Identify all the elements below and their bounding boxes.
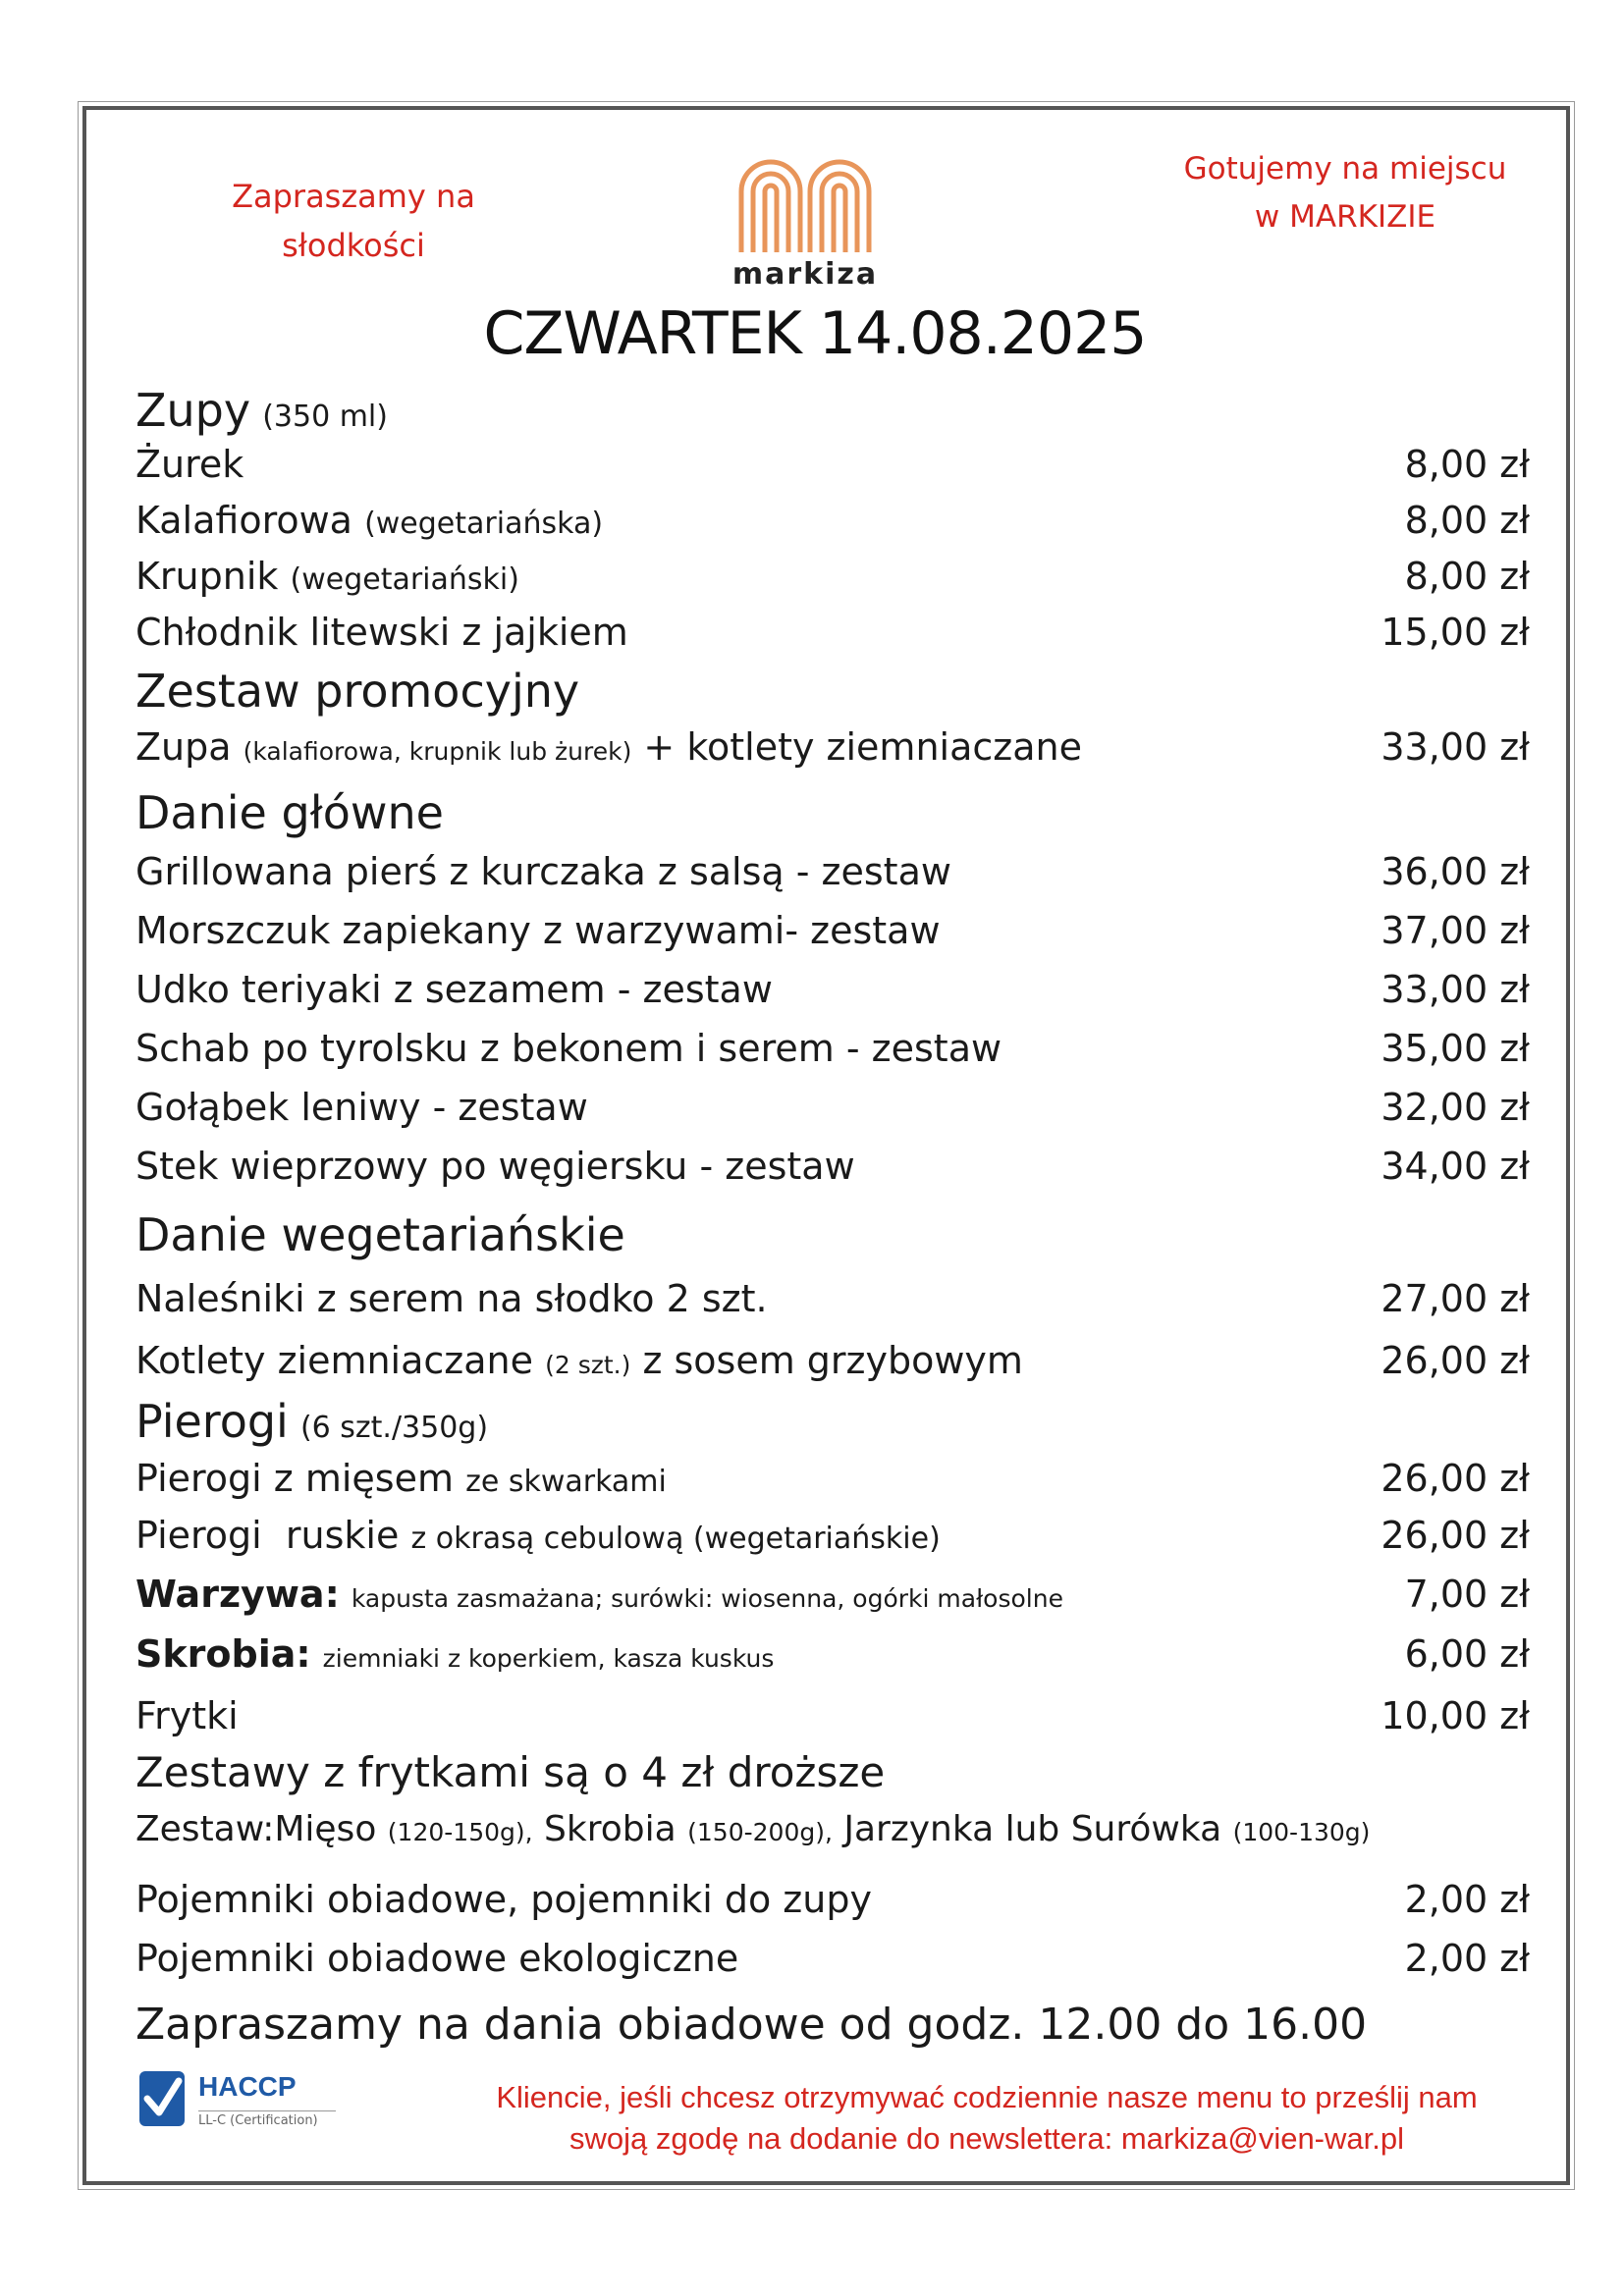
set-starch-weight: (150-200g), <box>687 1818 833 1846</box>
item-name: Żurek <box>135 443 244 486</box>
item-name: Krupnik <box>135 555 279 598</box>
item-name: Morszczuk zapiekany z warzywami- zestaw <box>135 909 941 952</box>
item-note: z okrasą cebulową (wegetariańskie) <box>410 1522 941 1556</box>
list-item <box>135 1137 1530 1196</box>
item-note: (kalafiorowa, krupnik lub żurek) <box>243 737 632 766</box>
set-veg-label: Jarzynka lub Surówka <box>843 1809 1222 1849</box>
list-item <box>135 1929 1530 1988</box>
item-name: Pierogi ruskie <box>135 1514 400 1557</box>
list-item <box>135 901 1530 960</box>
list-item <box>135 718 1530 776</box>
haccp-title: HACCP <box>198 2071 297 2102</box>
list-item <box>135 1269 1530 1328</box>
item-price: 32,00 zł <box>1380 1086 1530 1129</box>
list-item <box>135 1870 1530 1929</box>
starch-note: ziemniaki z koperkiem, kasza kuskus <box>322 1644 775 1673</box>
sweets-promo-line1: Zapraszamy na <box>232 178 475 215</box>
item-price: 33,00 zł <box>1380 968 1530 1011</box>
item-note: (wegetariańska) <box>364 507 604 541</box>
sweets-promo <box>206 172 501 270</box>
item-price: 26,00 zł <box>1380 1514 1530 1557</box>
item-price: 26,00 zł <box>1380 1339 1530 1382</box>
list-item <box>135 603 1530 662</box>
item-name: Pierogi z mięsem <box>135 1457 454 1500</box>
list-item <box>135 1449 1530 1508</box>
list-item-starch <box>135 1625 1530 1683</box>
fries-surcharge-note <box>135 1743 1530 1802</box>
item-name: Gołąbek leniwy - zestaw <box>135 1086 588 1129</box>
vegetarian-title: Danie wegetariańskie <box>135 1208 625 1261</box>
item-name: Zupa <box>135 725 232 769</box>
set-composition-note <box>135 1800 1530 1859</box>
markiza-logo <box>727 152 884 292</box>
item-price: 27,00 zł <box>1380 1277 1530 1320</box>
promo-set-title: Zestaw promocyjny <box>135 665 580 718</box>
item-price: 8,00 zł <box>1404 443 1530 486</box>
opening-hours <box>135 1996 1530 2055</box>
fries-surcharge-text: Zestawy z frytkami są o 4 zł droższe <box>135 1748 886 1796</box>
section-heading-promo-set <box>135 662 1530 721</box>
section-heading-mains <box>135 783 1530 842</box>
list-item <box>135 547 1530 606</box>
item-price: 7,00 zł <box>1404 1573 1530 1616</box>
item-price: 2,00 zł <box>1404 1937 1530 1980</box>
list-item <box>135 842 1530 901</box>
item-price: 8,00 zł <box>1404 555 1530 598</box>
item-name: Udko teriyaki z sezamem - zestaw <box>135 968 773 1011</box>
item-name: Naleśniki z serem na słodko 2 szt. <box>135 1277 768 1320</box>
item-name-rest: z sosem grzybowym <box>642 1339 1023 1382</box>
set-meat-label: Zestaw:Mięso <box>135 1809 377 1849</box>
set-meat-weight: (120-150g), <box>387 1818 533 1846</box>
list-item <box>135 1331 1530 1390</box>
menu-date: CZWARTEK 14.08.2025 <box>483 299 1147 368</box>
item-name: Pojemniki obiadowe, pojemniki do zupy <box>135 1878 872 1921</box>
logo-wordmark: markiza <box>731 257 879 292</box>
cooking-promo-line2: w MARKIZIE <box>1254 199 1436 235</box>
section-heading-pierogi <box>135 1392 1530 1451</box>
cooking-promo-line1: Gotujemy na miejscu <box>1183 151 1507 187</box>
pierogi-title: Pierogi <box>135 1395 289 1448</box>
item-price: 10,00 zł <box>1380 1694 1530 1737</box>
cooking-promo <box>1159 145 1532 241</box>
item-name: Schab po tyrolsku z bekonem i serem - zestaw <box>135 1027 1002 1070</box>
section-heading-soups <box>135 381 1530 440</box>
list-item <box>135 1506 1530 1565</box>
vegetables-note: kapusta zasmażana; surówki: wiosenna, ogórki małosolne <box>351 1584 1063 1613</box>
haccp-subtitle: LL-C (Certification) <box>198 2110 336 2128</box>
haccp-badge <box>137 2069 363 2138</box>
sweets-promo-line2: słodkości <box>282 227 425 264</box>
haccp-check-icon <box>137 2069 189 2130</box>
newsletter-line2: swoją zgodę na dodanie do newslettera: markiza@vien-war.pl <box>569 2121 1404 2156</box>
item-name: Kalafiorowa <box>135 499 352 542</box>
item-note: (wegetariański) <box>290 562 519 597</box>
item-price: 35,00 zł <box>1380 1027 1530 1070</box>
list-item <box>135 960 1530 1019</box>
opening-hours-text: Zapraszamy na dania obiadowe od godz. 12.00 do 16.00 <box>135 2000 1368 2050</box>
item-price: 34,00 zł <box>1380 1145 1530 1188</box>
set-veg-weight: (100-130g) <box>1232 1818 1371 1846</box>
item-name: Stek wieprzowy po węgiersku - zestaw <box>135 1145 855 1188</box>
item-price: 37,00 zł <box>1380 909 1530 952</box>
item-price: 15,00 zł <box>1380 611 1530 654</box>
starch-label: Skrobia: <box>135 1632 311 1676</box>
list-item <box>135 435 1530 494</box>
item-price: 36,00 zł <box>1380 850 1530 893</box>
item-name: Frytki <box>135 1694 239 1737</box>
list-item <box>135 1019 1530 1078</box>
mains-title: Danie główne <box>135 786 444 839</box>
list-item-vegetables <box>135 1565 1530 1624</box>
item-price: 33,00 zł <box>1380 725 1530 769</box>
item-name: Chłodnik litewski z jajkiem <box>135 611 628 654</box>
set-starch-label: Skrobia <box>544 1809 677 1849</box>
item-note: ze skwarkami <box>465 1465 667 1499</box>
item-price: 2,00 zł <box>1404 1878 1530 1921</box>
item-name: Grillowana pierś z kurczaka z salsą - zestaw <box>135 850 951 893</box>
item-name: Kotlety ziemniaczane <box>135 1339 533 1382</box>
item-price: 6,00 zł <box>1404 1632 1530 1676</box>
soups-title: Zupy <box>135 384 251 437</box>
item-price: 8,00 zł <box>1404 499 1530 542</box>
pierogi-note: (6 szt./350g) <box>299 1411 489 1445</box>
section-heading-vegetarian <box>135 1205 1530 1264</box>
item-note: (2 szt.) <box>545 1351 631 1379</box>
newsletter-line1: Kliencie, jeśli chcesz otrzymywać codziennie nasze menu to prześlij nam <box>496 2080 1478 2114</box>
list-item <box>135 491 1530 550</box>
item-name: Pojemniki obiadowe ekologiczne <box>135 1937 739 1980</box>
list-item-fries <box>135 1686 1530 1745</box>
list-item <box>135 1078 1530 1137</box>
item-price: 26,00 zł <box>1380 1457 1530 1500</box>
item-name-rest: + kotlety ziemniaczane <box>643 725 1082 769</box>
newsletter-notice <box>432 2077 1542 2160</box>
markiza-logo-icon <box>731 152 879 255</box>
vegetables-label: Warzywa: <box>135 1573 340 1616</box>
soups-note: (350 ml) <box>262 400 388 434</box>
